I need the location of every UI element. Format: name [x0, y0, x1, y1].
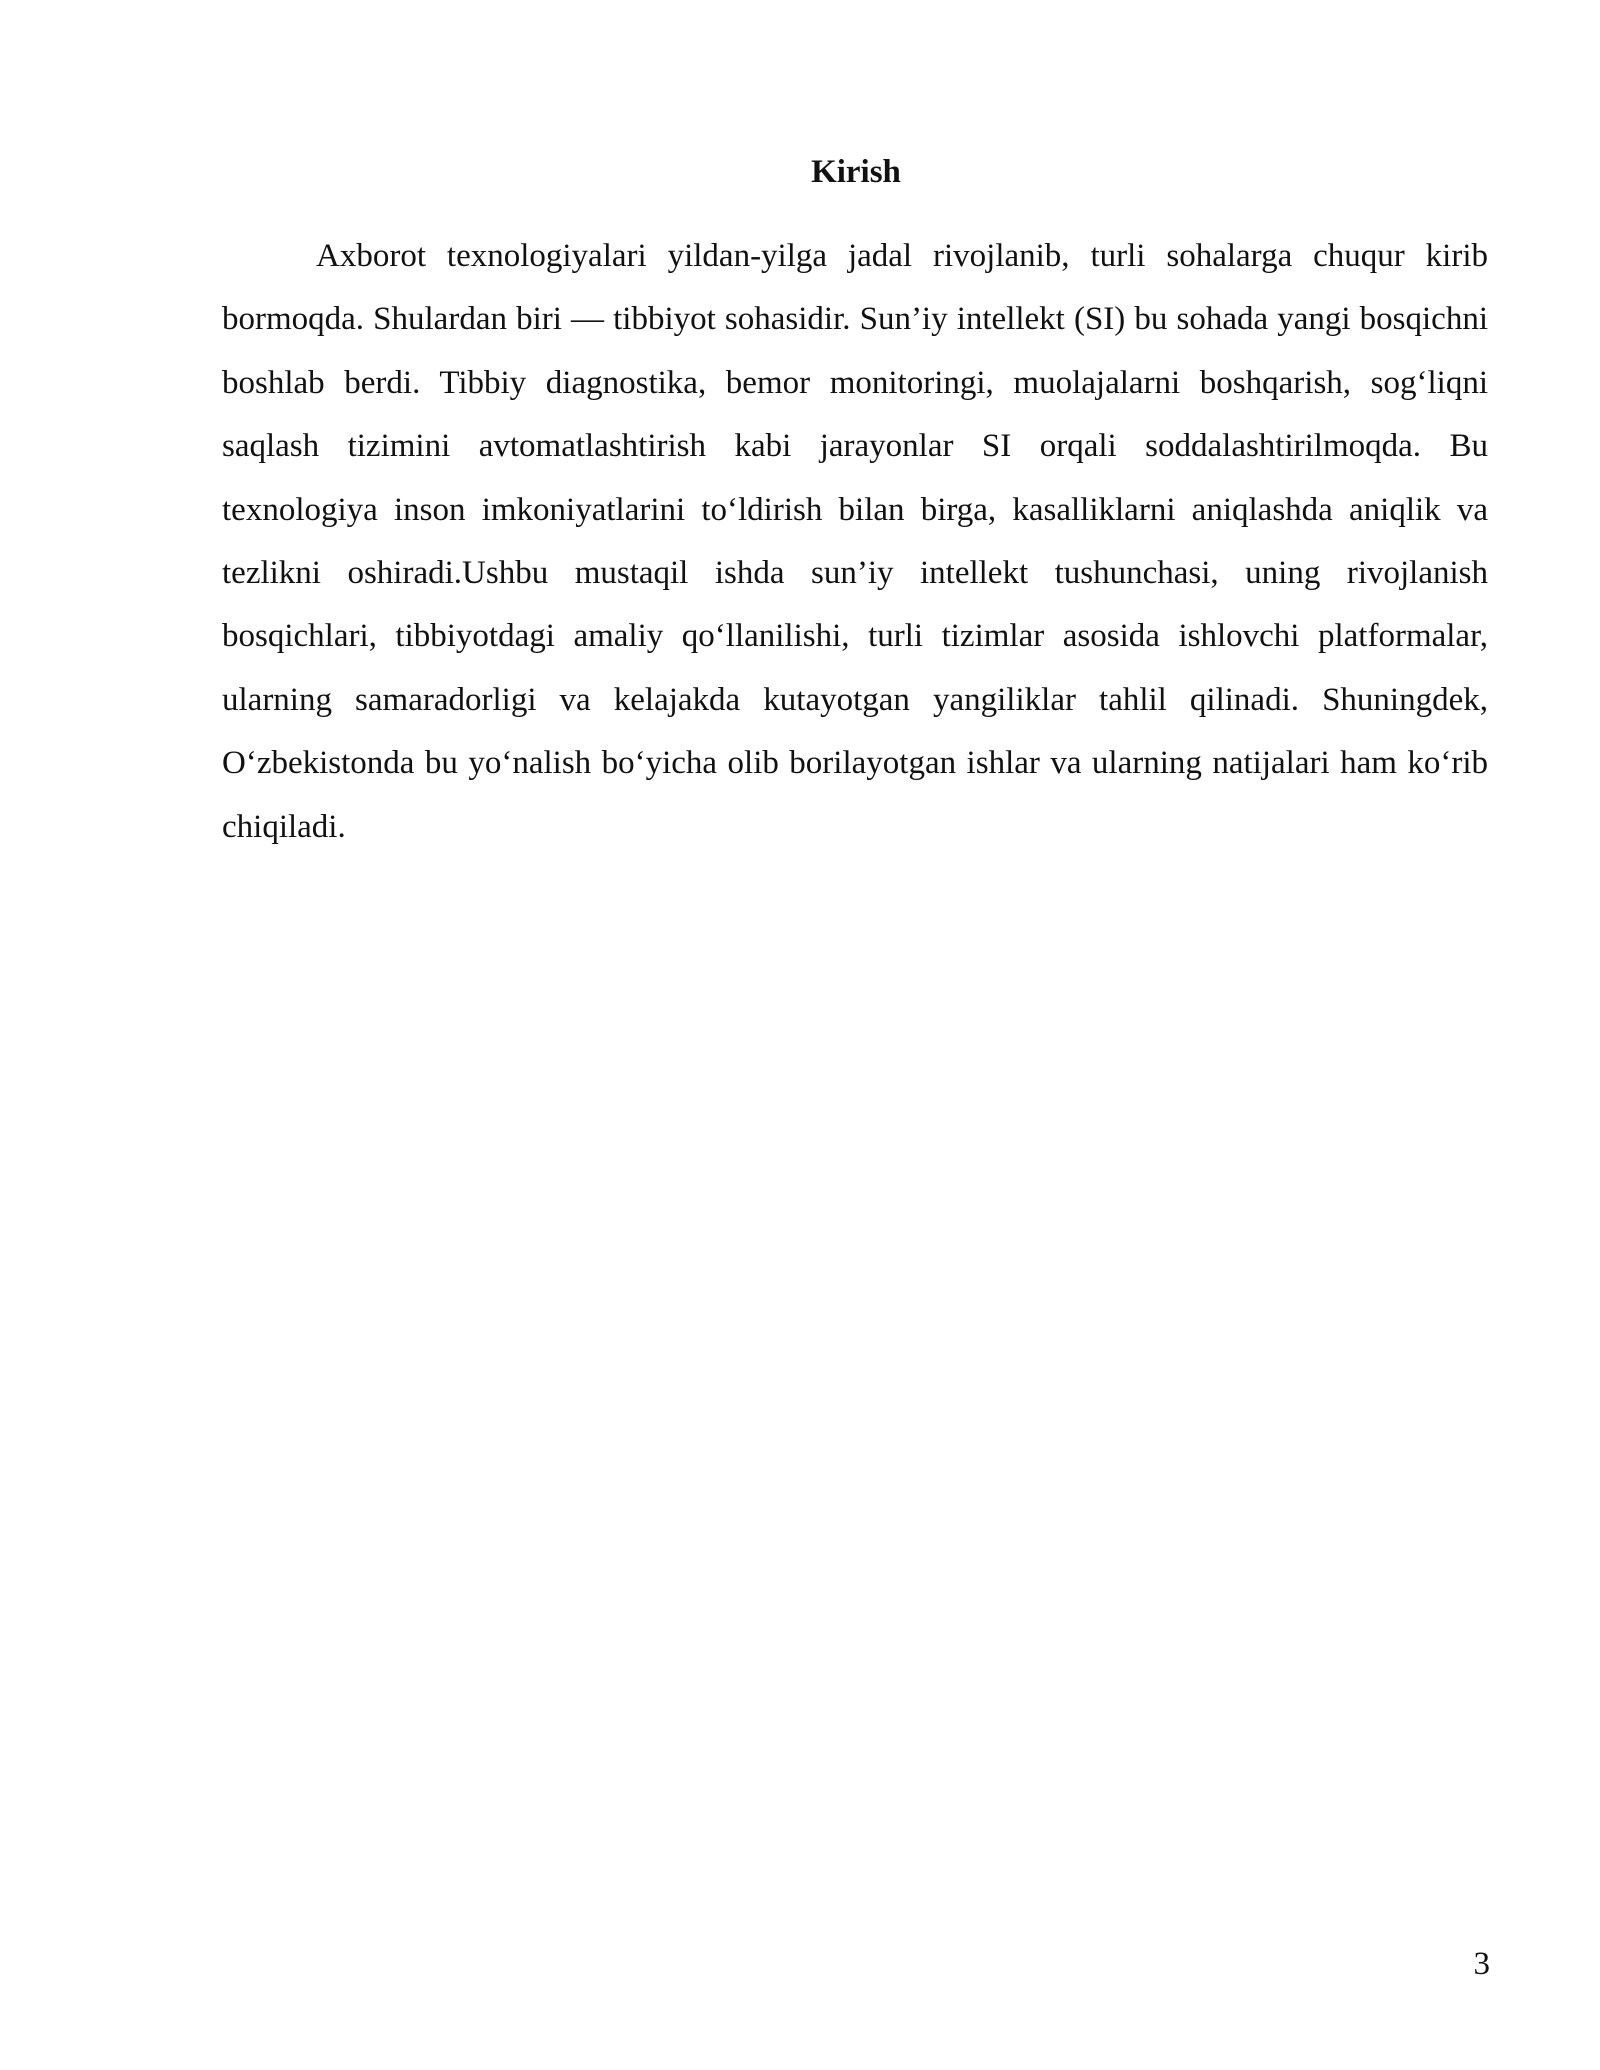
section-heading: Kirish — [811, 154, 901, 190]
body-paragraph: Axborot texnologiyalari yildan-yilga jadal rivojlanib, turli sohalarga chuqur kirib bormoqda. Shulardan biri — tibbiyot sohasidir. Sun’iy intellekt (SI) bu sohada yangi bosqichni boshlab berdi. Tibbiy diagnostika, bemor monitoringi, muolajalarni boshqarish, sog‘liqni saqlash tizimini avtomatlashtirish kabi jarayonlar SI orqali soddalashtirilmoqda. Bu texnologiya inson imkoniyatlarini to‘ldirish bilan birga, kasalliklarni aniqlashda aniqlik va tezlikni oshiradi.Ushbu mustaqil ishda sun’iy intellekt tushunchasi, uning rivojlanish bosqichlari, tibbiyotdagi amaliy qo‘llanilishi, turli tizimlar asosida ishlovchi platformalar, ularning samaradorligi va kelajakda kutayotgan yangiliklar tahlil qilinadi. Shuningdek, O‘zbekistonda bu yo‘nalish bo‘yicha olib borilayotgan ishlar va ularning natijalari ham ko‘rib chiqiladi. — [222, 238, 1488, 845]
page-number: 3 — [1473, 1946, 1490, 1982]
